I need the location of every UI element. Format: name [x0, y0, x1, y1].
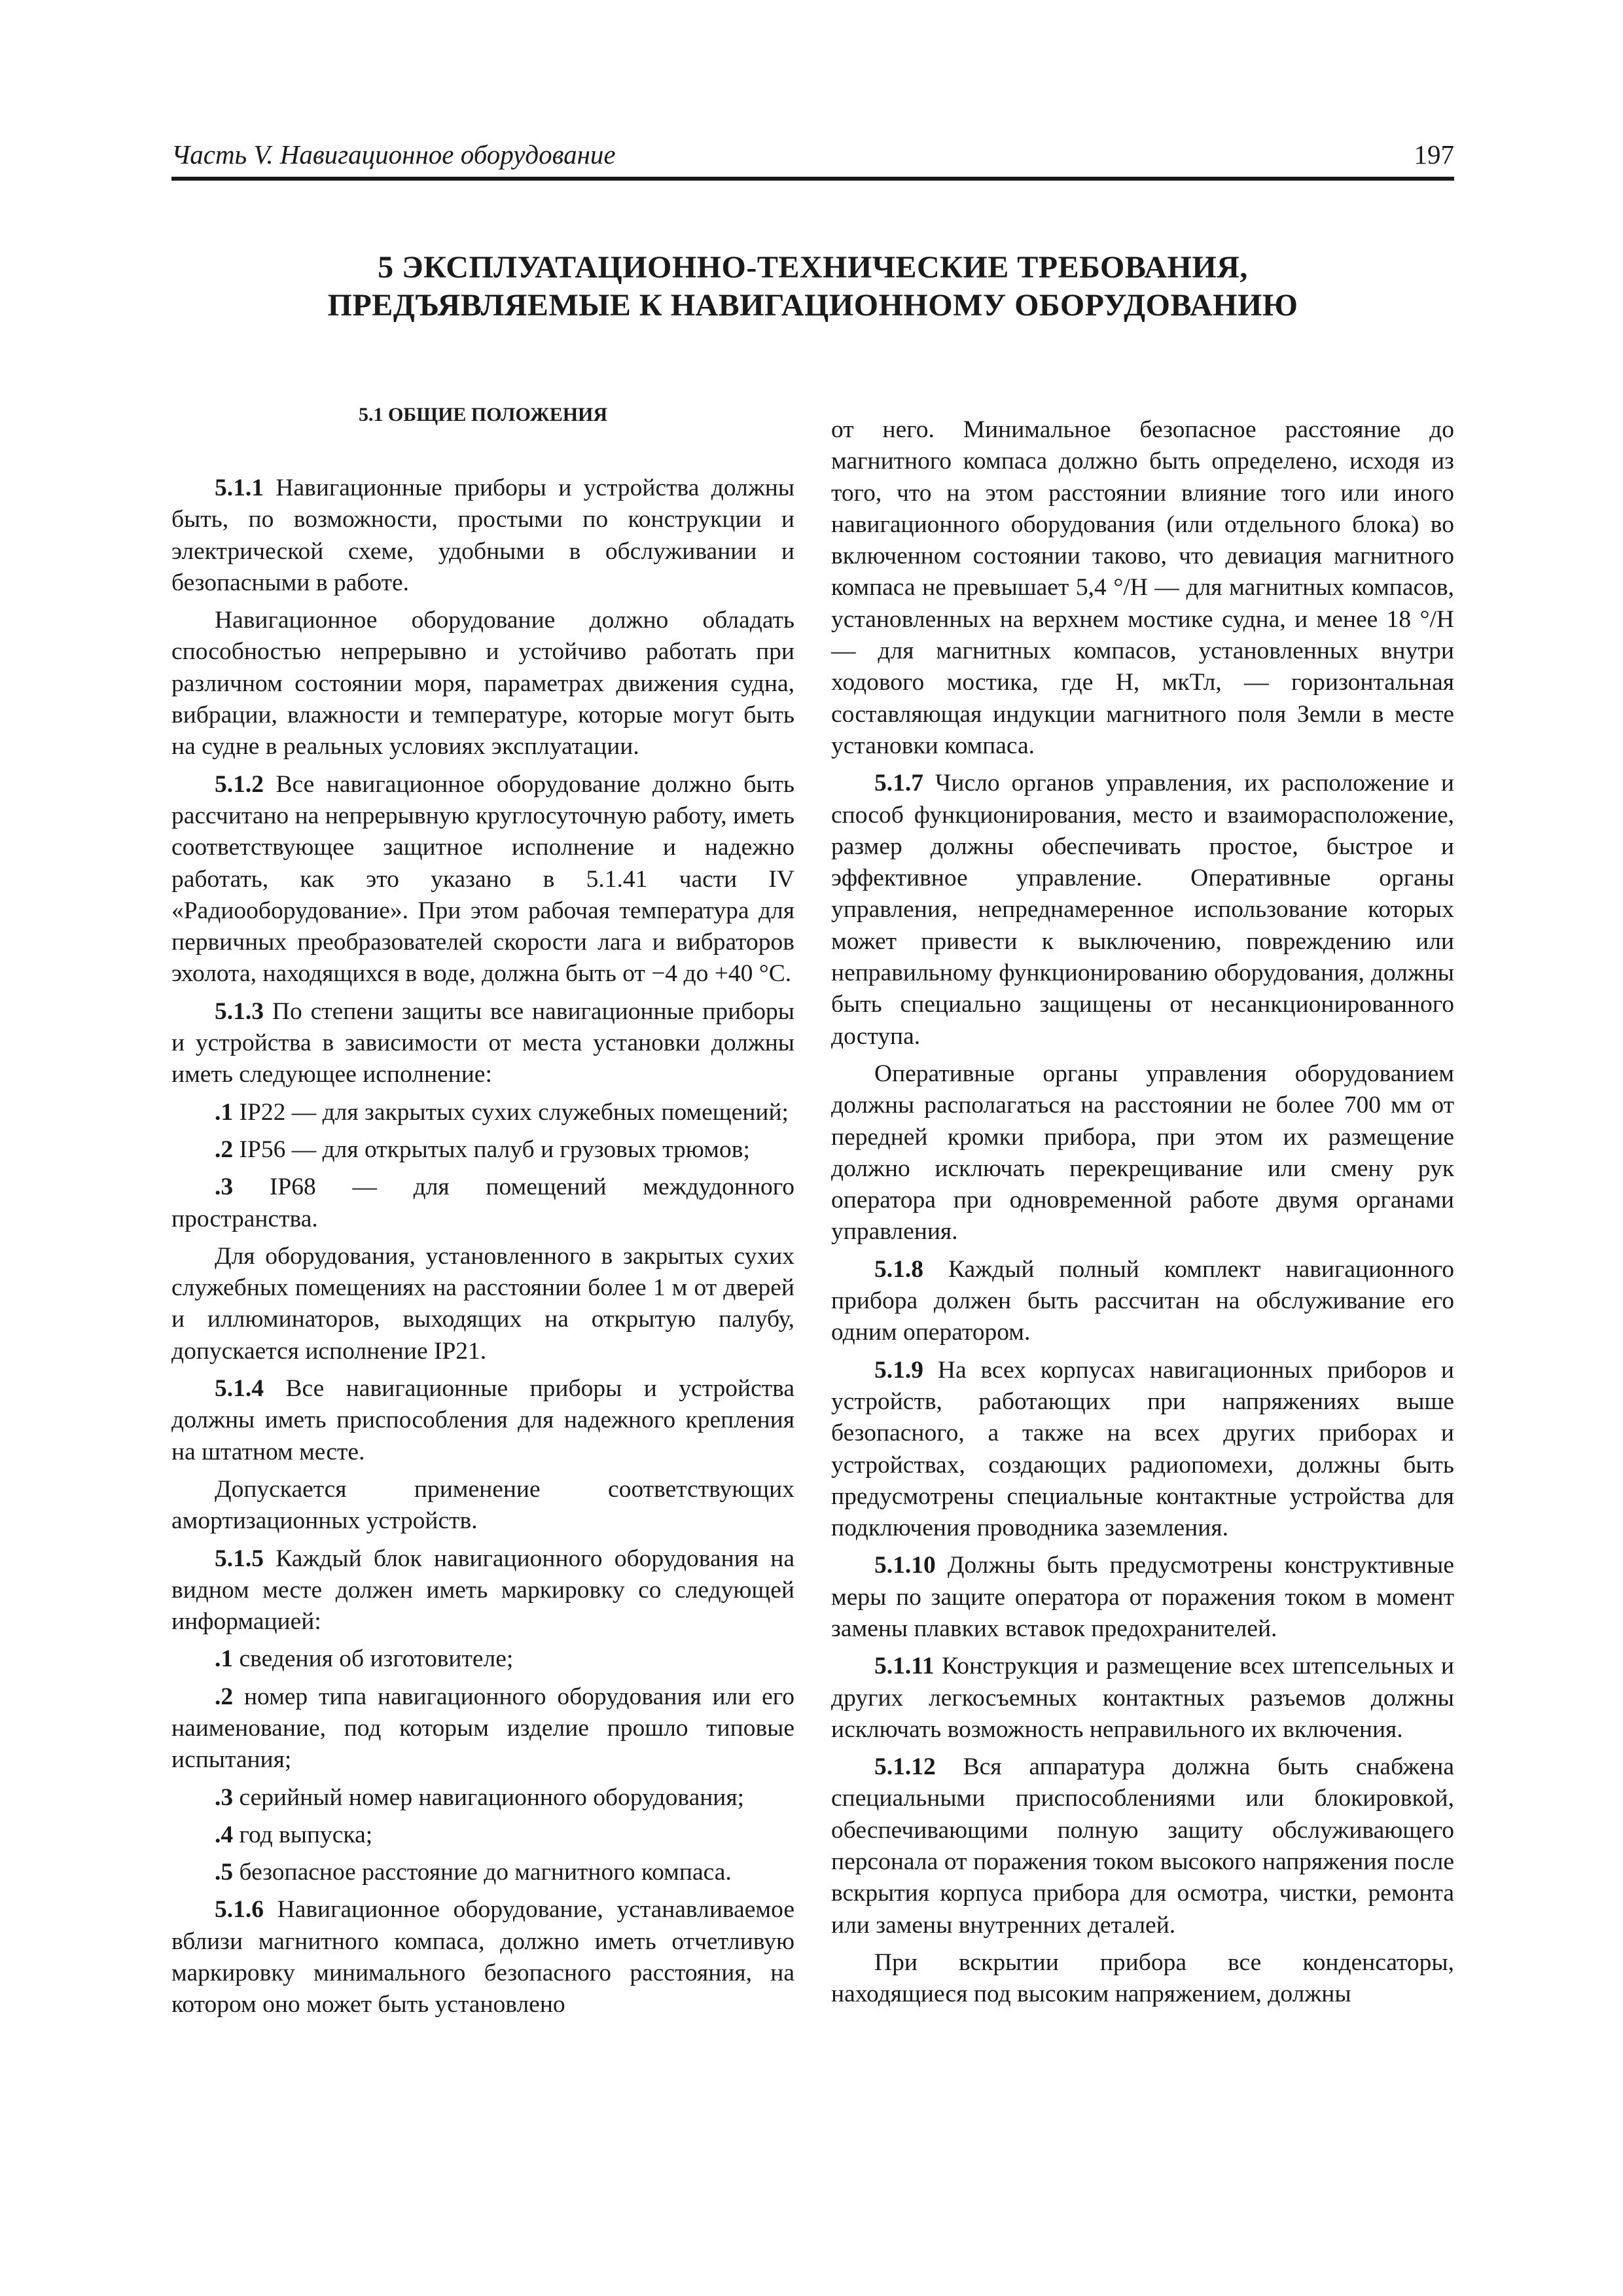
paragraph-5-1-7 [831, 768, 1454, 1052]
left-column [171, 393, 794, 2027]
paragraph-text: При вскрытии прибора все конденсаторы, находящиеся под высоким напряжением, должны [831, 1948, 1454, 2008]
paragraph-5-1-3 [171, 996, 794, 1091]
clause-number: 5.1.12 [874, 1753, 936, 1781]
list-item [171, 1134, 794, 1166]
paragraph-text: Для оборудования, установленного в закрытых сухих служебных помещениях на расстоянии более 1 м от дверей и иллюминаторов, выходящих на открытую палубу, допускается исполнение IP21. [171, 1242, 794, 1365]
page-number: 197 [1414, 139, 1454, 170]
paragraph-continuation [831, 414, 1454, 762]
paragraph-5-1-6 [171, 1894, 794, 2020]
paragraph-5-1-5 [171, 1543, 794, 1638]
list-item-number: .2 [215, 1136, 234, 1163]
clause-number: 5.1.3 [215, 997, 264, 1025]
list-item-number: .3 [215, 1174, 234, 1201]
paragraph-text: Все навигационное оборудование должно быть рассчитано на непрерывную круглосуточную работу, иметь соответствующее защитное исполнение и надежно работать, как это указано в 5.1.41 части IV «Радиооборудование». При этом рабочая температура для первичных преобразователей скорости лага и вибраторов эхолота, находящихся в воде, должна быть от −4 до +40 °С. [171, 770, 794, 988]
clause-number: 5.1.8 [874, 1255, 923, 1283]
paragraph-text: Навигационное оборудование, устанавливаемое вблизи магнитного компаса, должно иметь отчетливую маркировку минимального безопасного расстояния, на котором оно может быть установлено [171, 1896, 794, 2018]
list-item [171, 1820, 794, 1851]
list-item-text: IP22 — для закрытых сухих служебных помещений; [233, 1098, 789, 1126]
clause-number: 5.1.6 [215, 1896, 264, 1924]
list-item-text: серийный номер навигационного оборудования; [233, 1784, 745, 1811]
running-header-section: Часть V. Навигационное оборудование [171, 139, 616, 170]
clause-number: 5.1.2 [215, 770, 264, 798]
list-item-number: .1 [215, 1645, 234, 1673]
paragraph-text: от него. Минимальное безопасное расстояние до магнитного компаса должно быть определено, исходя из того, что на этом расстоянии влияние того или иного навигационного оборудования (или отдельного блока) во включенном состоянии таково, что девиация магнитного компаса не превышает 5,4 °/H — для магнитных компасов, установленных на верхнем мостике судна, и менее 18 °/H — для магнитных компасов, установленных внутри ходового мостика, где H, мкТл, — горизонтальная составляющая индукции магнитного поля Земли в месте установки компаса. [831, 416, 1454, 759]
list-item-number: .4 [215, 1821, 234, 1848]
list-item-text: IP68 — для помещений междудонного пространства. [171, 1174, 794, 1232]
paragraph-text: Число органов управления, их расположение и способ функционирования, место и взаиморасположение, размер должны обеспечивать простое, быстрое и эффективное управление. Оперативные органы управления, непреднамеренное использование которых может привести к выключению, повреждению или неправильному функционированию оборудования, должны быть специально защищены от несанкционированного доступа. [831, 770, 1454, 1050]
right-column [831, 414, 1454, 2017]
clause-number: 5.1.5 [215, 1545, 264, 1572]
list-item-text: безопасное расстояние до магнитного компаса. [233, 1859, 732, 1886]
paragraph-text: Конструкция и размещение всех штепсельных и других легкосъемных контактных разъемов должны исключать возможность неправильного их включения. [831, 1653, 1454, 1743]
paragraph [171, 1241, 794, 1367]
list-item [171, 1172, 794, 1235]
list-item-text: номер типа навигационного оборудования или его наименование, под которым изделие прошло типовые испытания; [171, 1683, 794, 1774]
paragraph-text: По степени защиты все навигационные приборы и устройства в зависимости от места установки должны иметь следующее исполнение: [171, 997, 794, 1088]
clause-number: 5.1.10 [874, 1552, 936, 1579]
paragraph-5-1-1 [171, 473, 794, 599]
list-item-number: .3 [215, 1784, 234, 1811]
subsection-heading: 5.1 ОБЩИЕ ПОЛОЖЕНИЯ [358, 404, 608, 425]
paragraph-text: На всех корпусах навигационных приборов и устройств, работающих при напряжениях выше безопасного, а также на всех других приборах и устройствах, создающих радиопомехи, должны быть предусмотрены специальные контактные устройства для подключения проводника заземления. [831, 1356, 1454, 1542]
list-item [171, 1857, 794, 1888]
paragraph-5-1-2 [171, 769, 794, 990]
paragraph-5-1-9 [831, 1355, 1454, 1545]
list-item [171, 1643, 794, 1675]
paragraph-text: Каждый блок навигационного оборудования на видном месте должен иметь маркировку со следующей информацией: [171, 1545, 794, 1636]
clause-number: 5.1.7 [874, 770, 923, 797]
clause-number: 5.1.9 [874, 1356, 923, 1384]
running-header [171, 135, 1454, 174]
list-item-number: .1 [215, 1098, 234, 1126]
chapter-title-line-2: ПРЕДЪЯВЛЯЕМЫЕ К НАВИГАЦИОННОМУ ОБОРУДОВАНИЮ [327, 288, 1298, 323]
clause-number: 5.1.4 [215, 1375, 264, 1403]
list-item-number: .2 [215, 1683, 234, 1710]
paragraph [831, 1058, 1454, 1248]
paragraph-text: Должны быть предусмотрены конструктивные меры по защите оператора от поражения током в момент замены плавких вставок предохранителей. [831, 1552, 1454, 1642]
chapter-title-line-1: 5 ЭКСПЛУАТАЦИОННО-ТЕХНИЧЕСКИЕ ТРЕБОВАНИЯ, [378, 250, 1248, 285]
paragraph-5-1-11 [831, 1651, 1454, 1746]
list-item [171, 1681, 794, 1776]
list-item-text: IP56 — для открытых палуб и грузовых трюмов; [233, 1136, 750, 1163]
paragraph-5-1-12 [831, 1751, 1454, 1941]
chapter-title [171, 249, 1454, 325]
paragraph-5-1-8 [831, 1254, 1454, 1349]
clause-number: 5.1.1 [215, 475, 264, 501]
list-item-text: год выпуска; [233, 1821, 373, 1848]
paragraph-text: Все навигационные приборы и устройства должны иметь приспособления для надежного крепления на штатном месте. [171, 1375, 794, 1465]
list-item-number: .5 [215, 1859, 234, 1886]
list-item [171, 1782, 794, 1814]
header-rule [171, 177, 1454, 181]
list-item [171, 1097, 794, 1128]
paragraph [171, 1474, 794, 1537]
paragraph-5-1-10 [831, 1550, 1454, 1645]
paragraph-text: Допускается применение соответствующих амортизационных устройств. [171, 1475, 794, 1535]
paragraph-text: Вся аппаратура должна быть снабжена специальными приспособлениями или блокировкой, обеспечивающими полную защиту обслуживающего персонала от поражения током высокого напряжения после вскрытия корпуса прибора для осмотра, чистки, ремонта или замены внутренних деталей. [831, 1753, 1454, 1939]
clause-number: 5.1.11 [874, 1653, 935, 1680]
paragraph-5-1-4 [171, 1373, 794, 1468]
paragraph [171, 605, 794, 762]
paragraph-text: Каждый полный комплект навигационного прибора должен быть рассчитан на обслуживание его одним оператором. [831, 1255, 1454, 1346]
paragraph-text: Навигационные приборы и устройства должны быть, по возможности, простыми по конструкции и электрической схеме, удобными в обслуживании и безопасными в работе. [171, 475, 794, 596]
list-item-text: сведения об изготовителе; [233, 1645, 514, 1673]
paragraph [831, 1947, 1454, 2011]
paragraph-text: Навигационное оборудование должно обладать способностью непрерывно и устойчиво работать при различном состоянии моря, параметрах движения судна, вибрации, влажности и температуре, которые могут быть на судне в реальных условиях эксплуатации. [171, 607, 794, 761]
paragraph-text: Оперативные органы управления оборудованием должны располагаться на расстоянии не более 700 мм от передней кромки прибора, при этом их размещение должно исключать перекрещивание или смену рук оператора при одновременной работе двумя органами управления. [831, 1060, 1454, 1246]
